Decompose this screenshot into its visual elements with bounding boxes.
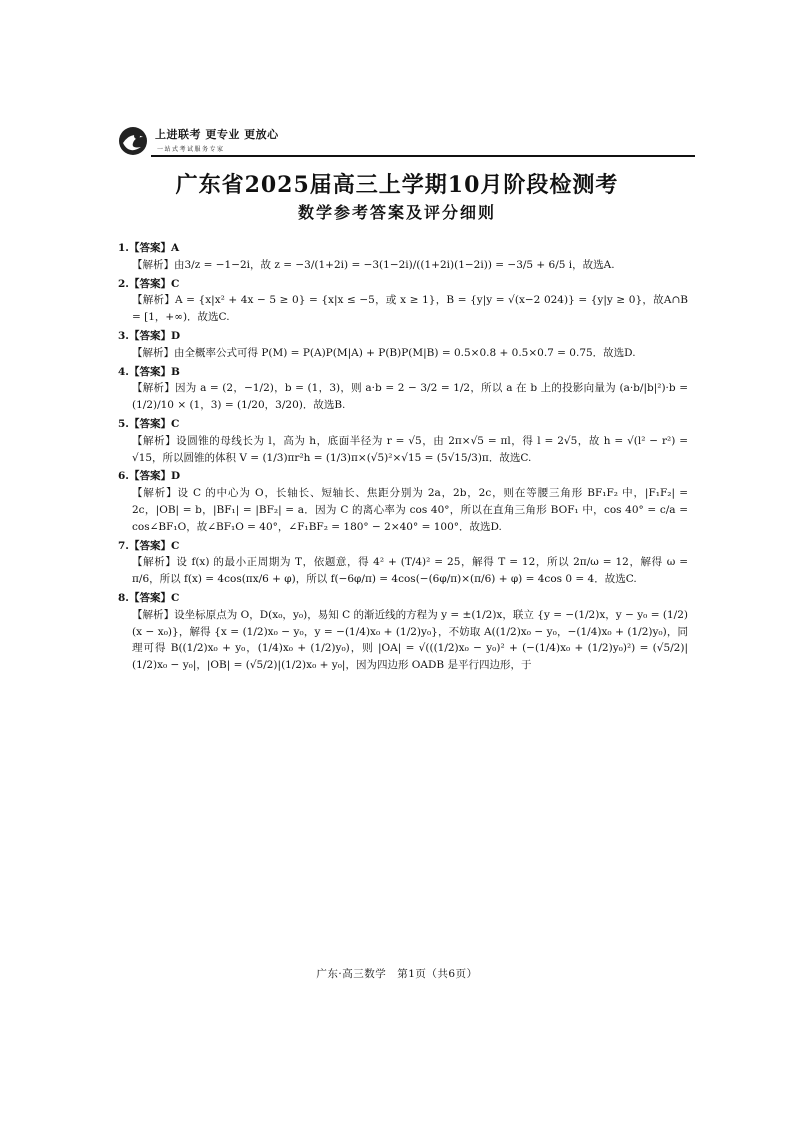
analysis-text: 【解析】由全概率公式可得 P(M) = P(A)P(M|A) + P(B)P(M|B) = 0.5×0.8 + 0.5×0.7 = 0.75．故选D. <box>132 346 636 359</box>
answer-line: 8.【答案】C <box>118 591 180 604</box>
analysis-text: 【解析】设 f(x) 的最小正周期为 T，依题意，得 4² + (T/4)² = 25，解得 T = 12，所以 2π/ω = 12，解得 ω = π/6，所以 f(x) = 4cos(πx/6 + φ)，所以 f(−6φ/π) = 4cos(−(6φ/π)×(π/6) + φ) = 4cos 0 = 4．故选C. <box>132 556 688 586</box>
page-header <box>115 122 695 162</box>
question-8 <box>118 590 688 674</box>
answers-list <box>118 240 688 676</box>
header-divider <box>151 155 695 157</box>
page-footer: 广东·高三数学 第1页（共6页） <box>316 968 478 980</box>
answer-line: 7.【答案】C <box>118 539 180 552</box>
analysis-text: 【解析】设 C 的中心为 O，长轴长、短轴长、焦距分别为 2a，2b，2c，则在等腰三角形 BF₁F₂ 中，|F₁F₂| = 2c，|OB| = b，|BF₁| = |BF₂| = a．因为 C 的离心率为 cos 40°，所以在直角三角形 BOF₁ 中，cos 40° = c/a = cos∠BF₁O，故∠BF₁O = 40°，∠F₁BF₂ = 180° − 2×40° = 100°．故选D. <box>132 487 688 533</box>
question-7 <box>118 538 688 588</box>
question-2 <box>118 276 688 326</box>
question-1 <box>118 240 688 274</box>
question-5 <box>118 416 688 466</box>
analysis-text: 【解析】设圆锥的母线长为 l，高为 h，底面半径为 r = √5，由 2π×√5 = πl，得 l = 2√5，故 h = √(l² − r²) = √15，所以圆锥的体积 V = (1/3)πr²h = (1/3)π×(√5)²×√15 = (5√15/3)π．故选C. <box>132 434 688 464</box>
answer-line: 1.【答案】A <box>118 242 180 254</box>
question-6 <box>118 468 688 535</box>
page-title: 广东省2025届高三上学期10月阶段检测考 <box>175 172 619 198</box>
answer-line: 2.【答案】C <box>118 277 180 290</box>
question-3 <box>118 328 688 362</box>
brand-logo-icon <box>115 125 151 157</box>
answer-line: 4.【答案】B <box>118 365 180 378</box>
answer-line: 3.【答案】D <box>118 329 181 342</box>
answer-line: 6.【答案】D <box>118 470 181 483</box>
analysis-text: 【解析】因为 a = (2，−1/2)，b = (1，3)，则 a·b = 2 − 3/2 = 1/2，所以 a 在 b 上的投影向量为 (a·b/|b|²)·b = (1/2)/10 × (1，3) = (1/20，3/20)．故选B. <box>132 382 688 412</box>
brand-tagline: 一站式考试服务专家 <box>157 146 225 153</box>
analysis-text: 【解析】A = {x|x² + 4x − 5 ≥ 0} = {x|x ≤ −5，或 x ≥ 1}，B = {y|y = √(x−2 024)} = {y|y ≥ 0}，故A∩B = [1，+∞)．故选C. <box>132 294 688 324</box>
analysis-text: 【解析】由3/z = −1−2i，故 z = −3/(1+2i) = −3(1−2i)/((1+2i)(1−2i)) = −3/5 + 6/5 i，故选A. <box>132 258 615 271</box>
analysis-text: 【解析】设坐标原点为 O，D(x₀，y₀)，易知 C 的渐近线的方程为 y = ±(1/2)x，联立 {y = −(1/2)x，y − y₀ = (1/2)(x − x₀)}，解得 {x = (1/2)x₀ − y₀，y = −(1/4)x₀ + (1/2)y₀}，不妨取 A((1/2)x₀ − y₀，−(1/4)x₀ + (1/2)y₀)，同理可得 B((1/2)x₀ + y₀，(1/4)x₀ + (1/2)y₀)，则 |OA| = √(((1/2)x₀ − y₀)² + (−(1/4)x₀ + (1/2)y₀)²) = (√5/2)|(1/2)x₀ − y₀|，|OB| = (√5/2)|(1/2)x₀ + y₀|，因为四边形 OADB 是平行四边形，于 <box>132 608 688 672</box>
page-subtitle: 数学参考答案及评分细则 <box>297 203 496 222</box>
question-4 <box>118 364 688 414</box>
brand-slogan: 上进联考 更专业 更放心 <box>155 128 279 141</box>
answer-line: 5.【答案】C <box>118 417 180 430</box>
